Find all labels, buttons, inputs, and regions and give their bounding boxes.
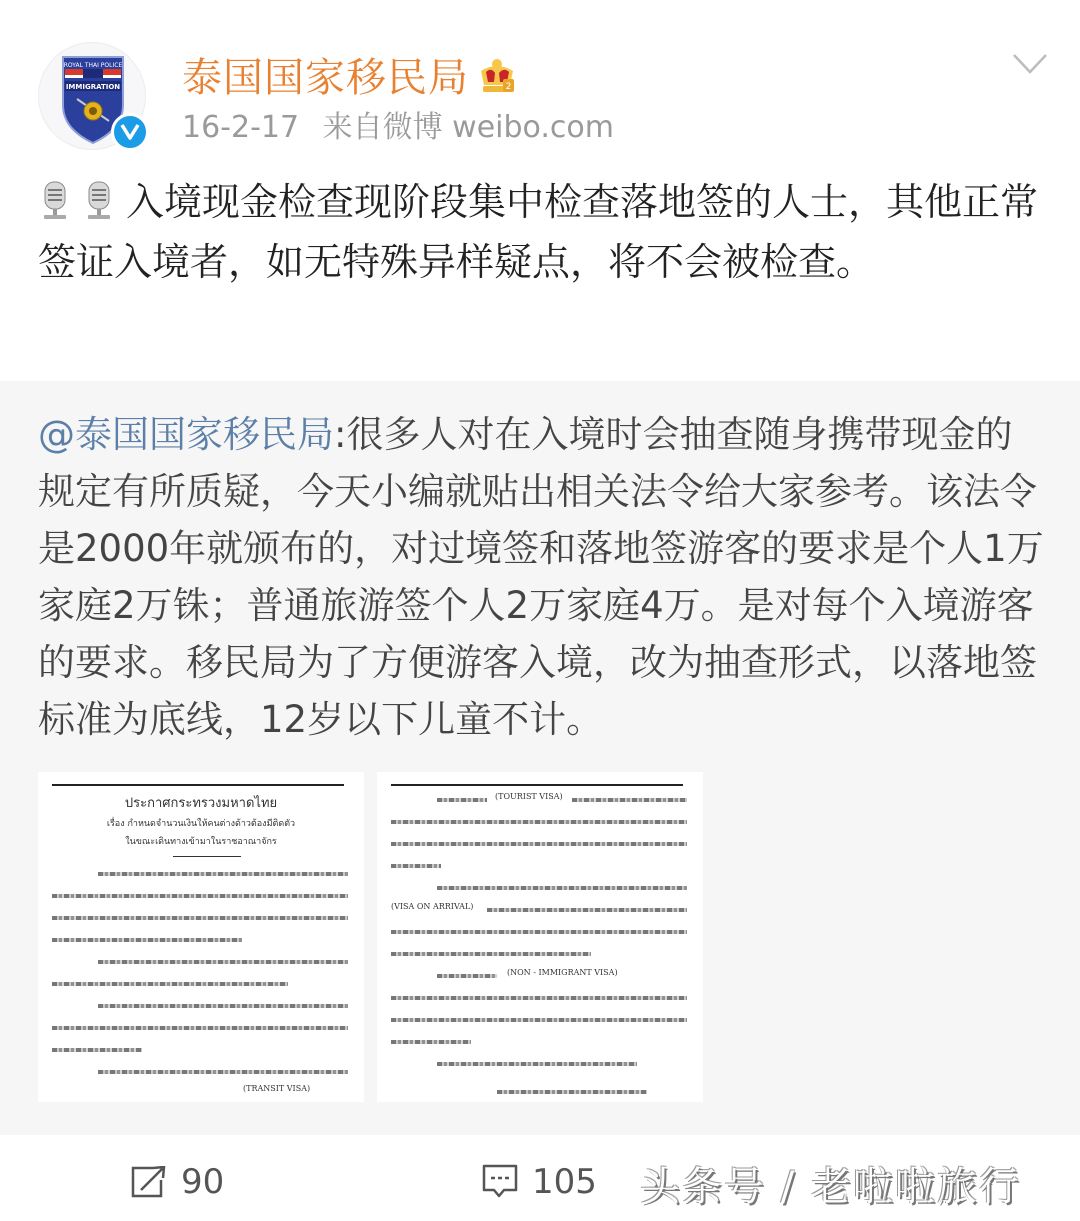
doc-text-line <box>98 872 348 876</box>
doc-text-line <box>487 908 687 912</box>
watermark: 头条号 / 老啦啦旅行 <box>640 1164 1021 1210</box>
doc-snippet: (NON - IMMIGRANT VISA) <box>507 968 618 977</box>
doc-snippet: (TRANSIT VISA) <box>243 1084 311 1093</box>
doc-text-line <box>52 1026 348 1030</box>
divider <box>173 856 241 857</box>
doc-text-line <box>391 864 441 868</box>
svg-text:2: 2 <box>505 81 512 92</box>
account-name-row <box>182 46 517 103</box>
crown-badge-icon[interactable] <box>477 55 517 95</box>
doc-text-line <box>391 820 687 824</box>
repost-body <box>38 406 1048 748</box>
doc-text-line <box>437 974 497 978</box>
post-header <box>0 0 1080 165</box>
comment-button[interactable] <box>482 1162 597 1202</box>
divider <box>52 784 344 786</box>
doc-text-line <box>391 996 687 1000</box>
post-date: 16-2-17 <box>182 110 300 145</box>
document-image-1[interactable] <box>38 772 364 1102</box>
post-meta <box>182 102 628 146</box>
post-body <box>38 172 1048 292</box>
comment-icon <box>482 1164 518 1200</box>
repost-icon <box>131 1166 167 1198</box>
doc-text-line <box>52 894 348 898</box>
document-image-2[interactable] <box>377 772 703 1102</box>
doc-text-line <box>52 982 288 986</box>
reposted-content[interactable] <box>0 381 1080 1135</box>
microphone-icon <box>38 181 72 221</box>
doc-text-line <box>52 938 242 942</box>
repost-button[interactable] <box>131 1162 224 1202</box>
doc-snippet: (VISA ON ARRIVAL) <box>391 902 474 911</box>
svg-text:IMMIGRATION: IMMIGRATION <box>65 83 121 91</box>
doc-title: ประกาศกระทรวงมหาดไทย <box>124 796 278 811</box>
divider <box>391 784 683 786</box>
post-text: 入境现金检查现阶段集中检查落地签的人士，其他正常签证入境者，如无特殊异样疑点，将不会被检查。 <box>38 180 1039 284</box>
post-source: 来自微博 weibo.com <box>322 110 614 145</box>
comment-count: 105 <box>532 1162 597 1202</box>
doc-text-line <box>98 1070 348 1074</box>
doc-text-line <box>391 952 591 956</box>
mention-link[interactable]: @泰国国家移民局 <box>38 413 334 456</box>
account-name[interactable]: 泰国国家移民局 <box>182 55 469 101</box>
doc-text-line <box>497 1090 647 1094</box>
action-toolbar <box>0 1135 1080 1221</box>
doc-text-line <box>98 1004 348 1008</box>
doc-text-line <box>391 930 687 934</box>
doc-text-line <box>391 1040 471 1044</box>
doc-text-line <box>437 798 487 802</box>
doc-subtitle: เรื่อง กำหนดจำนวนเงินให้คนต่างด้าวต้องมีติดตัว <box>106 819 296 829</box>
svg-text:ROYAL THAI POLICE: ROYAL THAI POLICE <box>63 62 123 69</box>
microphone-icon <box>82 181 116 221</box>
chevron-down-icon[interactable] <box>1012 52 1048 76</box>
verified-badge <box>111 113 149 151</box>
doc-text-line <box>98 960 348 964</box>
doc-text-line <box>391 842 687 846</box>
doc-text-line <box>572 798 687 802</box>
verified-v-icon <box>120 123 140 141</box>
doc-text-line <box>52 1048 142 1052</box>
doc-text-line <box>391 1018 687 1022</box>
repost-count: 90 <box>181 1162 225 1202</box>
doc-subtitle: ในขณะเดินทางเข้ามาในราชอาณาจักร <box>125 837 277 847</box>
repost-text: :很多人对在入境时会抽查随身携带现金的规定有所质疑，今天小编就贴出相关法令给大家参考。该法令是2000年就颁布的，对过境签和落地签游客的要求是个人1万家庭2万铢；普通旅游签个人2万家庭4万。是对每个入境游客的要求。移民局为了方便游客入境，改为抽查形式，以落地签标准为底线，12岁以下儿童不计。 <box>38 413 1044 741</box>
doc-text-line <box>437 1062 637 1066</box>
doc-snippet: (TOURIST VISA) <box>495 792 563 801</box>
doc-text-line <box>52 916 348 920</box>
doc-text-line <box>437 886 687 890</box>
